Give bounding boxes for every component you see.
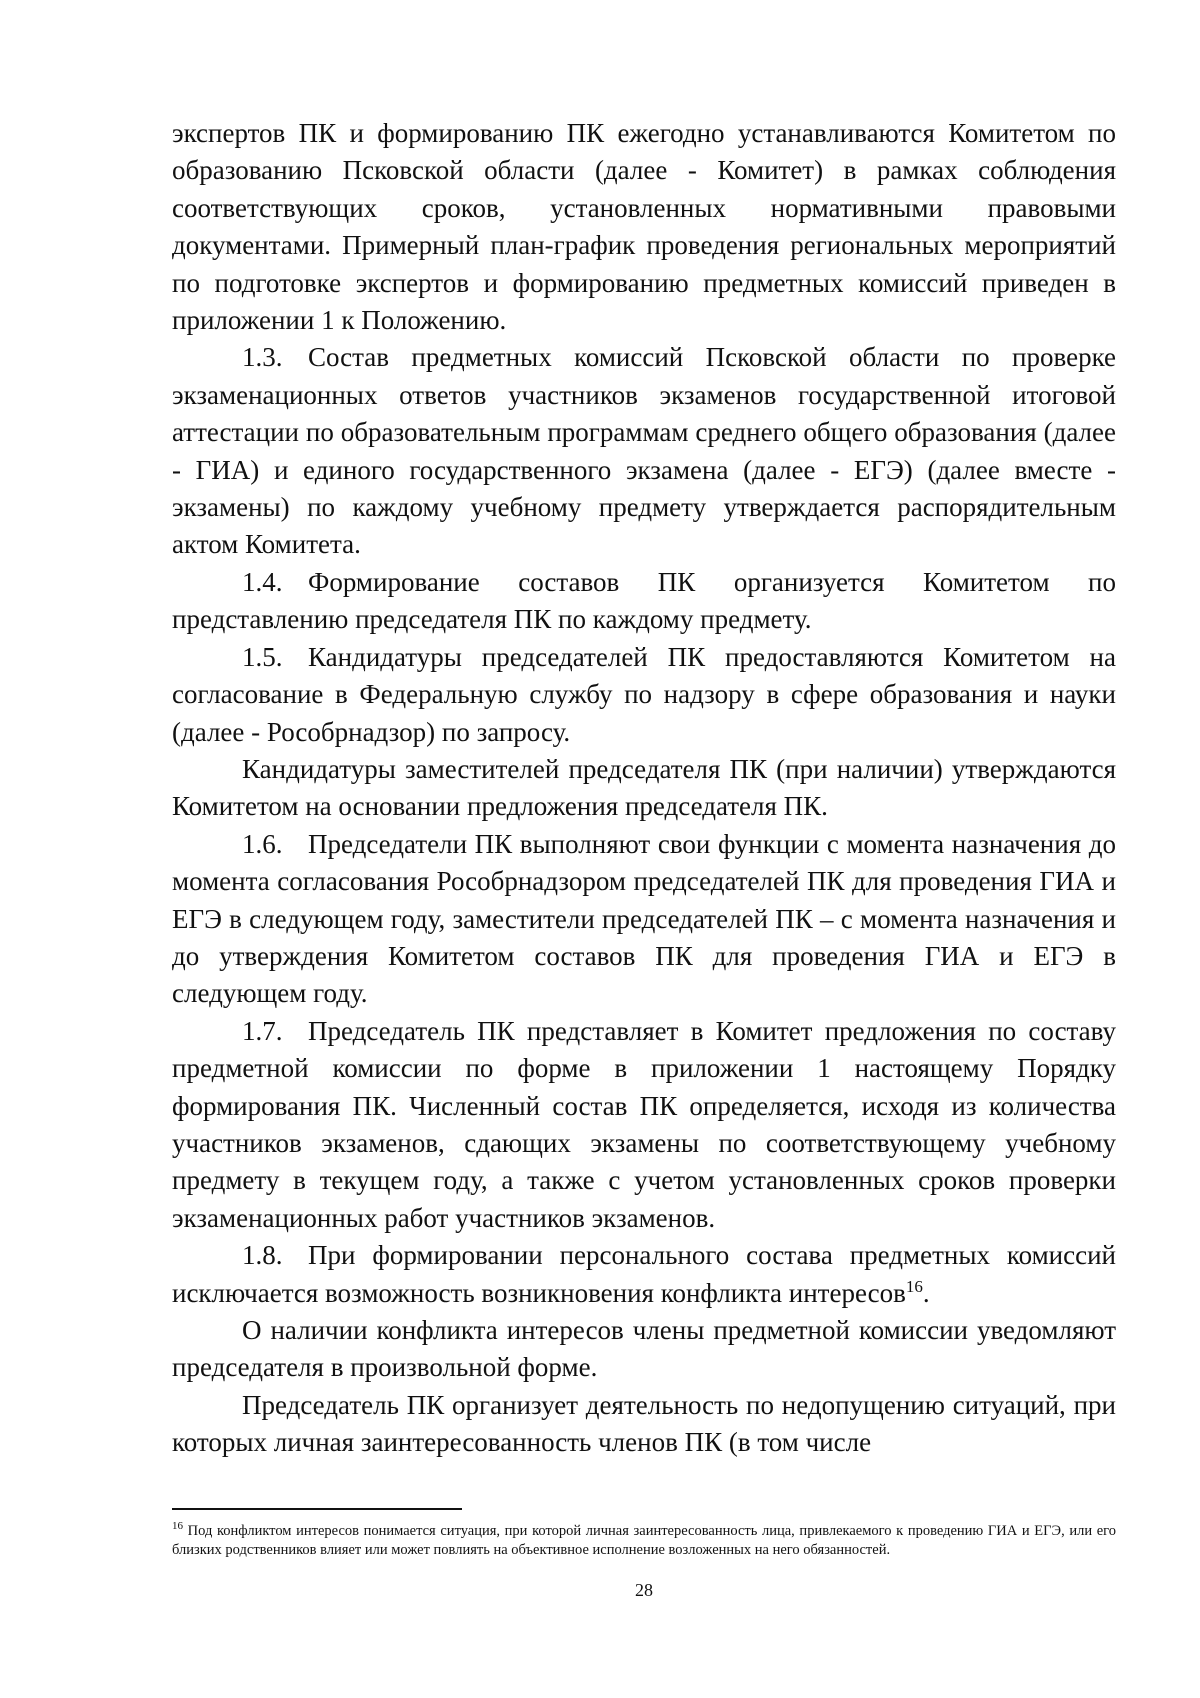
paragraph-text: экспертов ПК и формированию ПК ежегодно устанавливаются Комитетом по образованию Псковской области (далее - Комитет) в рамках соблюдения соответствующих сроков, установленных нормативными правовыми документами. Примерный план-график проведения региональных мероприятий по подготовке экспертов и формированию предметных комиссий приведен в приложении 1 к Положению. <box>172 118 1116 336</box>
paragraph-end-punctuation: . <box>922 1277 930 1308</box>
paragraph-text: Председатель ПК представляет в Комитет предложения по составу предметной комиссии по форме в приложении 1 настоящему Порядку формирования ПК. Численный состав ПК определяется, исходя из количества участников экзаменов, сдающих экзамены по соответствующему учебному предмету в текущем году, а также с учетом установленных сроков проверки экзаменационных работ участников экзаменов. <box>172 1015 1116 1233</box>
paragraph-continued <box>172 115 1116 339</box>
paragraph-number: 1.3. <box>242 342 283 373</box>
footnote-mark: 16 <box>172 1520 183 1533</box>
paragraph-text: Председатели ПК выполняют свои функции с момента назначения до момента согласования Рособрнадзором председателей ПК для проведения ГИА и ЕГЭ в следующем году, заместители председателей ПК – с момента назначения и до утверждения Комитетом составов ПК для проведения ГИА и ЕГЭ в следующем году. <box>172 828 1116 1009</box>
page-number: 28 <box>635 1580 653 1600</box>
paragraph-deputies <box>172 751 1116 826</box>
footnote <box>172 1522 1116 1559</box>
paragraph-text: Состав предметных комиссий Псковской области по проверке экзаменационных ответов участников экзаменов государственной итоговой аттестации по образовательным программам среднего общего образования (далее - ГИА) и единого государственного экзамена (далее - ЕГЭ) (далее вместе - экзамены) по каждому учебному предмету утверждается распорядительным актом Комитета. <box>172 342 1116 560</box>
paragraph-text: Кандидатуры председателей ПК предоставляются Комитетом на согласование в Федеральную службу по надзору в сфере образования и науки (далее - Рособрнадзор) по запросу. <box>172 641 1116 747</box>
footnote-separator <box>172 1508 462 1510</box>
paragraph-1-3 <box>172 339 1116 563</box>
footnote-reference[interactable]: 16 <box>905 1276 923 1296</box>
paragraph-1-4 <box>172 564 1116 639</box>
paragraph-text: Формирование составов ПК организуется Комитетом по представлению председателя ПК по каждому предмету. <box>172 566 1116 635</box>
paragraph-text: О наличии конфликта интересов члены предметной комиссии уведомляют председателя в произвольной форме. <box>172 1315 1116 1383</box>
paragraph-text: Кандидатуры заместителей председателя ПК (при наличии) утверждаются Комитетом на основании предложения председателя ПК. <box>172 753 1116 822</box>
paragraph-number: 1.7. <box>242 1015 283 1046</box>
footnote-text: Под конфликтом интересов понимается ситуация, при которой личная заинтересованность лица, привлекаемого к проведению ГИА и ЕГЭ, или его близких родственников влияет или может повлиять на объективное исполнение возложенных на него обязанностей. <box>172 1523 1117 1558</box>
paragraph-chair-activity <box>172 1387 1116 1462</box>
paragraph-number: 1.8. <box>242 1240 283 1271</box>
paragraph-text: Председатель ПК организует деятельность по недопущению ситуаций, при которых личная заинтересованность членов ПК (в том числе <box>172 1389 1116 1458</box>
paragraph-text: При формировании персонального состава предметных комиссий исключается возможность возникновения конфликта интересов <box>172 1240 1116 1308</box>
paragraph-1-5 <box>172 639 1116 751</box>
paragraph-1-7 <box>172 1013 1116 1237</box>
paragraph-number: 1.6. <box>242 828 283 859</box>
paragraph-number: 1.4. <box>242 566 283 597</box>
paragraph-1-6 <box>172 826 1116 1013</box>
paragraph-number: 1.5. <box>242 641 283 672</box>
paragraph-conflict-notice <box>172 1312 1116 1387</box>
document-body <box>172 115 1116 1462</box>
paragraph-1-8 <box>172 1237 1116 1312</box>
